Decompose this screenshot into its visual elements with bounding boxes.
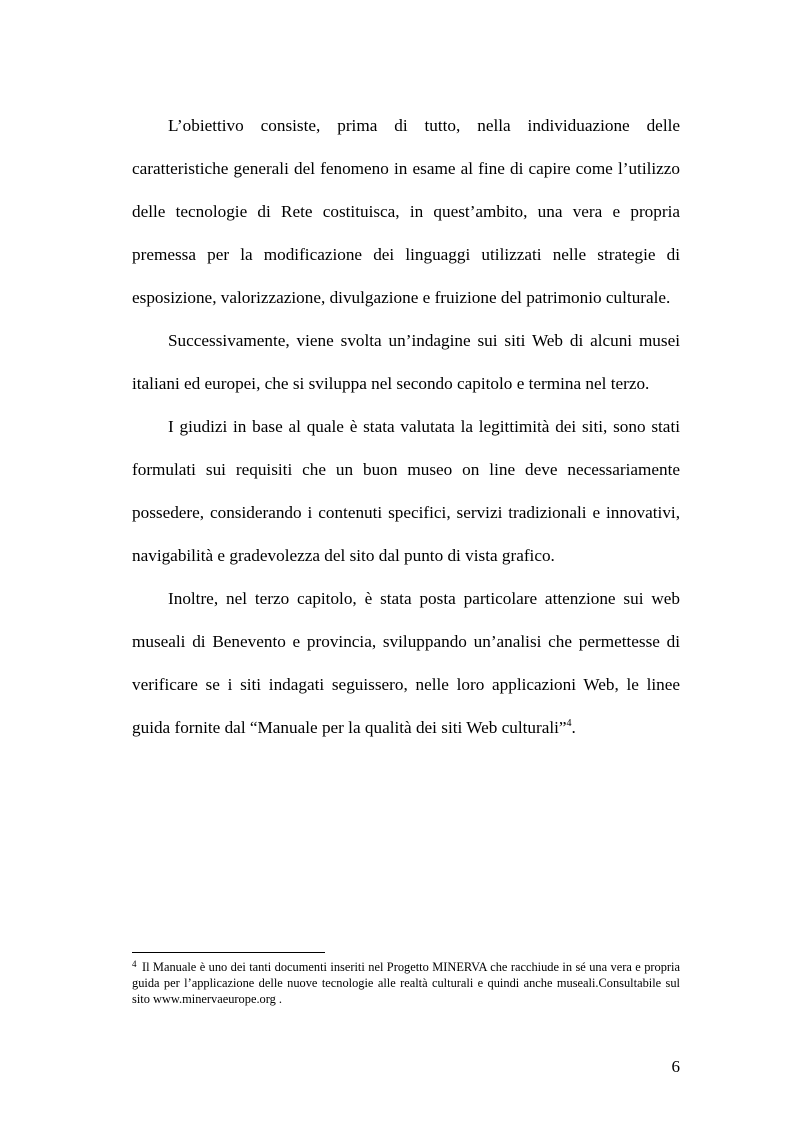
paragraph-end-punctuation: . [571,718,576,737]
paragraph-survey: Successivamente, viene svolta un’indagine sui siti Web di alcuni musei italiani ed europei, che si sviluppa nel secondo capitolo e termina nel terzo. [132,331,680,393]
footnote [132,959,680,1007]
paragraph-benevento [132,577,680,749]
paragraph-benevento-text: Inoltre, nel terzo capitolo, è stata posta particolare attenzione sui web museali di Benevento e provincia, sviluppando un’analisi che permettesse di verificare se i siti indagati seguissero, nelle loro applicazioni Web, le linee guida fornite dal “Manuale per la qualità dei siti Web culturali” [132,589,680,737]
footnote-separator [132,952,325,953]
page-body [132,104,680,749]
paragraph-objective: L’obiettivo consiste, prima di tutto, nella individuazione delle caratteristiche generali del fenomeno in esame al fine di capire come l’utilizzo delle tecnologie di Rete costituisca, in quest’ambito, una vera e propria premessa per la modificazione dei linguaggi utilizzati nelle strategie di esposizione, valorizzazione, divulgazione e fruizione del patrimonio culturale. [132,116,680,307]
page-number: 6 [671,1057,680,1076]
paragraph-criteria: I giudizi in base al quale è stata valutata la legittimità dei siti, sono stati formulati sui requisiti che un buon museo on line deve necessariamente possedere, considerando i contenuti specifici, servizi tradizionali e innovativi, navigabilità e gradevolezza del sito dal punto di vista grafico. [132,417,680,565]
footnote-reference[interactable]: 4 [566,718,572,729]
footnote-number: 4 [132,959,137,969]
footnote-text: Il Manuale è uno dei tanti documenti inseriti nel Progetto MINERVA che racchiude in sé una vera e propria guida per l’applicazione delle nuove tecnologie alle realtà culturali e quindi anche museali.Consultabile sul sito www.minervaeurope.org . [132,960,680,1006]
